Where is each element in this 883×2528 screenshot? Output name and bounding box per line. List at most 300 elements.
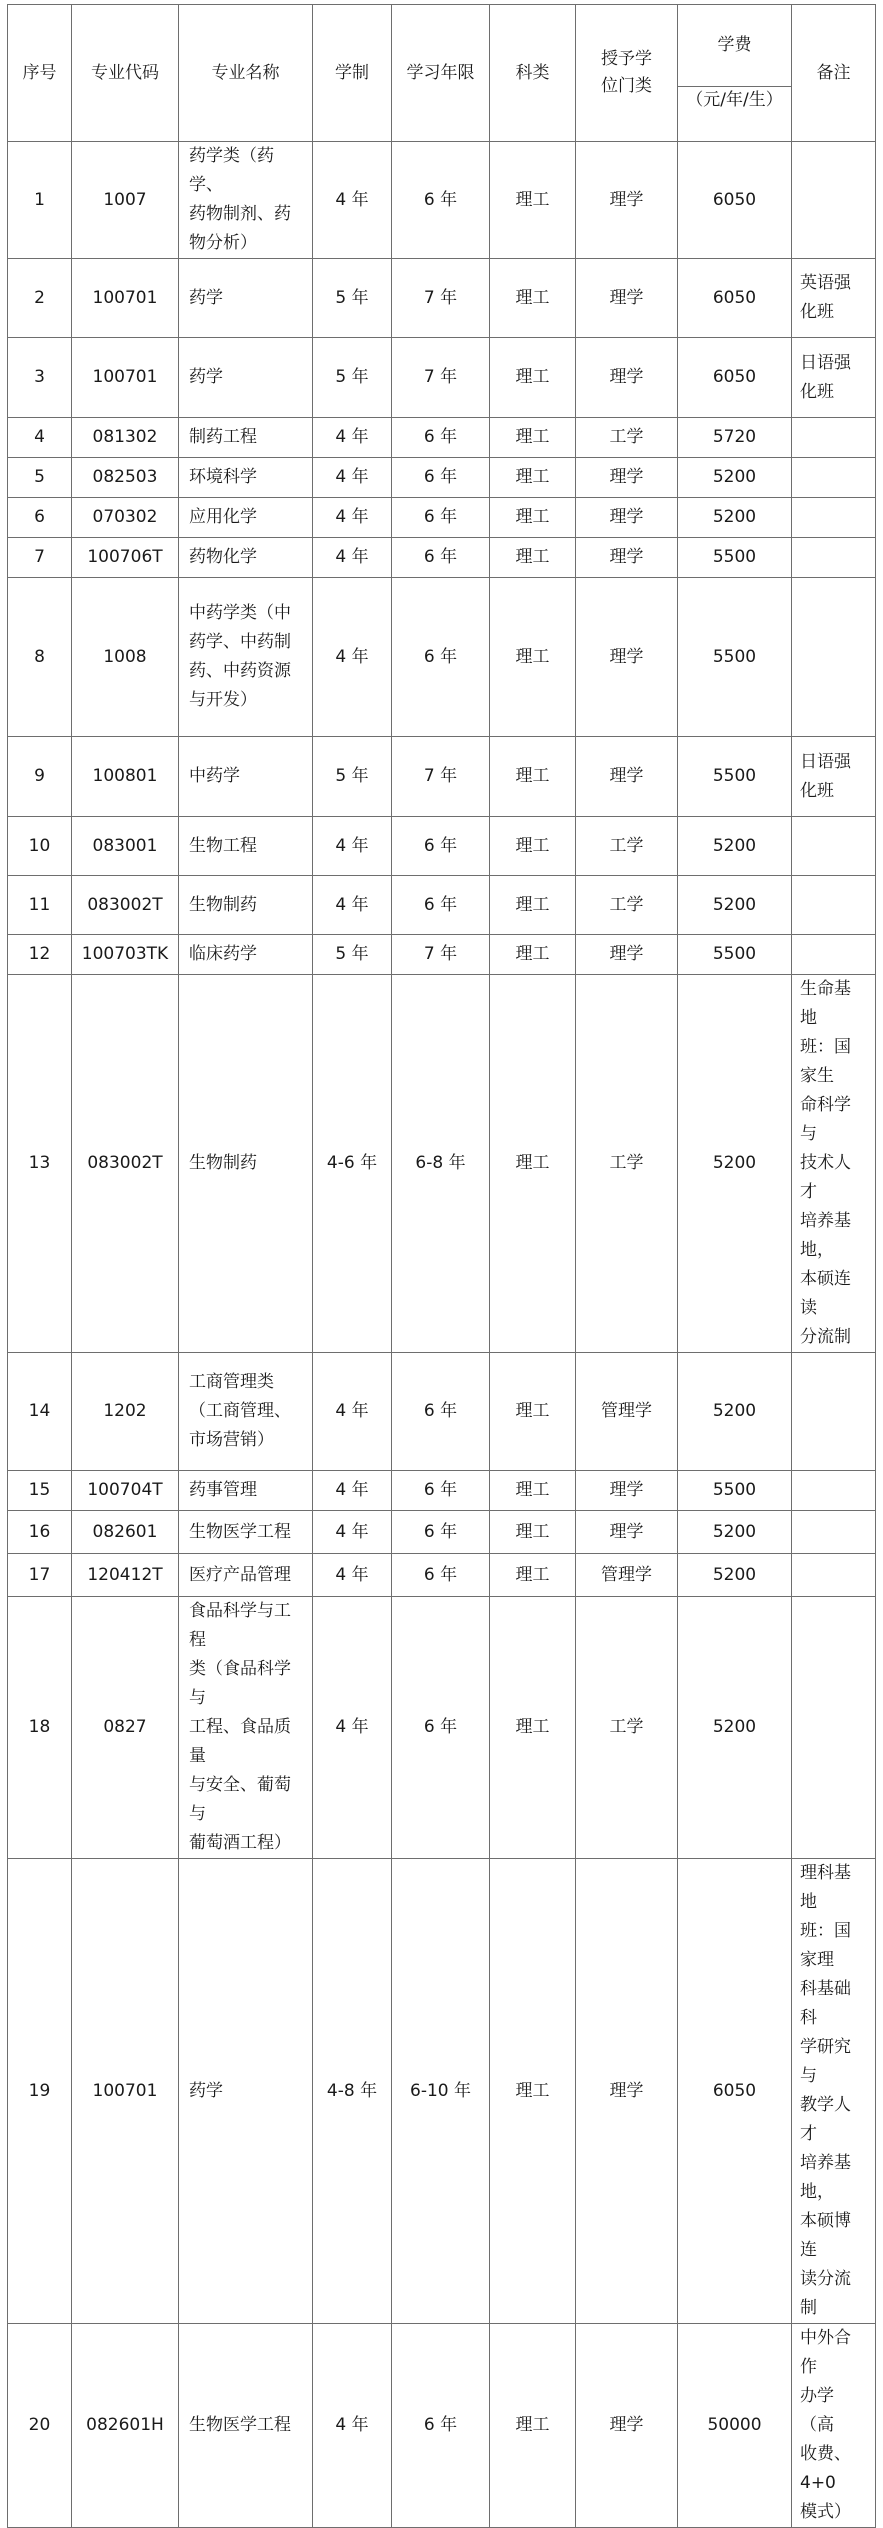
cell-system-text: 4 年	[335, 1564, 369, 1585]
cell-category-text: 理工	[515, 467, 550, 487]
header-degree	[576, 5, 678, 142]
cell-code	[72, 935, 179, 975]
cell-years-text: 7 年	[423, 766, 458, 786]
cell-fee-text: 5200	[712, 1153, 757, 1173]
cell-code	[72, 338, 179, 418]
cell-seq	[8, 1471, 72, 1511]
cell-degree-text: 管理学	[601, 1401, 652, 1421]
header-row	[8, 5, 876, 142]
cell-category-text: 理工	[515, 1717, 550, 1737]
cell-category-text: 理工	[515, 507, 550, 527]
cell-system	[313, 876, 392, 935]
header-category: 科类	[490, 5, 576, 142]
cell-code	[72, 1597, 179, 1859]
cell-note	[792, 578, 876, 737]
cell-fee	[678, 935, 792, 975]
cell-name	[179, 2324, 313, 2528]
cell-fee-text: 6050	[712, 2080, 757, 2101]
cell-degree-text: 理学	[609, 766, 644, 786]
header-seq: 序号	[8, 5, 72, 142]
cell-system	[313, 1471, 392, 1511]
cell-category	[490, 876, 576, 935]
cell-years-text: 6 年	[423, 894, 458, 915]
cell-fee	[678, 418, 792, 458]
cell-name	[179, 538, 313, 578]
cell-seq	[8, 538, 72, 578]
cell-years-text: 6 年	[423, 467, 458, 487]
cell-years-text: 6 年	[423, 547, 458, 567]
cell-name-text: 中药学类（中 药学、中药制 药、中药资源 与开发）	[189, 603, 291, 710]
cell-code-text: 081302	[92, 427, 158, 447]
cell-system	[313, 975, 392, 1353]
cell-years-text: 6 年	[423, 2415, 458, 2435]
cell-name-text: 工商管理类 （工商管理、 市场营销）	[189, 1372, 291, 1450]
cell-code-text: 100704T	[87, 1480, 163, 1500]
cell-category	[490, 538, 576, 578]
cell-years-text: 7 年	[423, 944, 458, 964]
table-row	[8, 1554, 876, 1597]
table-body	[8, 142, 876, 2528]
cell-years	[392, 2324, 490, 2528]
cell-category	[490, 1554, 576, 1597]
cell-years	[392, 935, 490, 975]
cell-note	[792, 737, 876, 817]
cell-years	[392, 259, 490, 338]
cell-fee	[678, 338, 792, 418]
cell-years	[392, 538, 490, 578]
cell-fee-text: 5200	[712, 1521, 757, 1542]
cell-note	[792, 142, 876, 259]
cell-degree	[576, 876, 678, 935]
cell-note	[792, 876, 876, 935]
cell-code	[72, 1859, 179, 2324]
cell-years	[392, 142, 490, 259]
cell-degree	[576, 737, 678, 817]
cell-code-text: 100701	[92, 287, 158, 308]
cell-seq	[8, 975, 72, 1353]
cell-years	[392, 578, 490, 737]
cell-degree	[576, 975, 678, 1353]
cell-degree-text: 理学	[609, 189, 644, 210]
cell-fee	[678, 1597, 792, 1859]
cell-fee	[678, 538, 792, 578]
cell-degree-text: 工学	[609, 1717, 644, 1737]
cell-system-text: 5 年	[335, 287, 369, 308]
cell-code-text: 0827	[103, 1717, 147, 1737]
cell-category-text: 理工	[515, 835, 550, 856]
cell-degree	[576, 418, 678, 458]
cell-note	[792, 1353, 876, 1471]
cell-code	[72, 578, 179, 737]
cell-category	[490, 817, 576, 876]
cell-degree-text: 理学	[609, 547, 644, 567]
cell-seq-text: 10	[28, 835, 51, 856]
cell-category-text: 理工	[515, 944, 550, 964]
cell-fee	[678, 1471, 792, 1511]
cell-note	[792, 817, 876, 876]
cell-years-text: 6 年	[423, 1717, 458, 1737]
cell-system-text: 5 年	[335, 367, 369, 387]
cell-system-text: 4 年	[335, 427, 369, 447]
cell-name	[179, 142, 313, 259]
cell-seq	[8, 935, 72, 975]
cell-system	[313, 1597, 392, 1859]
cell-system	[313, 498, 392, 538]
cell-code	[72, 2324, 179, 2528]
cell-system	[313, 578, 392, 737]
table-row	[8, 935, 876, 975]
cell-fee-text: 5200	[712, 894, 757, 915]
cell-system	[313, 817, 392, 876]
table-row	[8, 142, 876, 259]
cell-name	[179, 817, 313, 876]
cell-seq-text: 9	[34, 766, 45, 786]
cell-note-text: 中外合作 办学（高 收费、4+0 模式）	[800, 2328, 851, 2522]
cell-years	[392, 817, 490, 876]
cell-code-text: 100801	[92, 766, 158, 786]
cell-seq	[8, 1511, 72, 1554]
cell-fee	[678, 498, 792, 538]
cell-code-text: 082601H	[86, 2415, 164, 2435]
cell-degree	[576, 259, 678, 338]
cell-seq-text: 16	[28, 1521, 51, 1542]
cell-degree-text: 理学	[609, 287, 644, 308]
cell-degree-text: 理学	[609, 2415, 644, 2435]
header-code: 专业代码	[72, 5, 179, 142]
cell-category-text: 理工	[515, 766, 550, 786]
cell-category-text: 理工	[515, 894, 550, 915]
cell-name-text: 中药学	[189, 766, 240, 786]
cell-system-text: 4 年	[335, 835, 369, 856]
cell-category	[490, 498, 576, 538]
cell-seq-text: 5	[34, 467, 45, 487]
cell-fee	[678, 1353, 792, 1471]
table-row	[8, 1597, 876, 1859]
cell-name	[179, 1471, 313, 1511]
cell-category	[490, 1471, 576, 1511]
cell-name-text: 食品科学与工程 类（食品科学与 工程、食品质量 与安全、葡萄与 葡萄酒工程）	[189, 1601, 291, 1853]
cell-code	[72, 418, 179, 458]
cell-years-text: 7 年	[423, 367, 458, 387]
cell-note-text: 日语强 化班	[800, 751, 851, 801]
cell-note	[792, 418, 876, 458]
cell-degree	[576, 538, 678, 578]
cell-system	[313, 418, 392, 458]
cell-code	[72, 817, 179, 876]
cell-system-text: 4 年	[335, 1717, 369, 1737]
cell-degree	[576, 578, 678, 737]
cell-years	[392, 338, 490, 418]
cell-degree-text: 理学	[609, 646, 644, 667]
cell-note	[792, 498, 876, 538]
cell-category-text: 理工	[515, 1564, 550, 1585]
cell-years-text: 6-10 年	[410, 2080, 471, 2101]
cell-years	[392, 1511, 490, 1554]
cell-code	[72, 538, 179, 578]
cell-degree	[576, 1511, 678, 1554]
cell-years-text: 6 年	[423, 427, 458, 447]
table-row	[8, 817, 876, 876]
table-row	[8, 876, 876, 935]
cell-name-text: 生物医学工程	[189, 2415, 291, 2435]
cell-category-text: 理工	[515, 547, 550, 567]
cell-note	[792, 1859, 876, 2324]
cell-degree-text: 理学	[609, 944, 644, 964]
table-header	[8, 5, 876, 142]
cell-category-text: 理工	[515, 367, 550, 387]
cell-fee-text: 5200	[712, 507, 757, 527]
cell-code	[72, 737, 179, 817]
header-degree-text: 授予学 位门类	[601, 49, 652, 96]
table-row	[8, 418, 876, 458]
cell-category-text: 理工	[515, 287, 550, 308]
cell-code-text: 082503	[92, 467, 158, 487]
cell-degree-text: 理学	[609, 1521, 644, 1542]
table-row	[8, 338, 876, 418]
cell-name-text: 生物制药	[189, 894, 257, 915]
cell-fee-text: 5720	[712, 427, 757, 447]
cell-note	[792, 2324, 876, 2528]
cell-category	[490, 975, 576, 1353]
cell-seq-text: 18	[28, 1717, 51, 1737]
cell-seq	[8, 817, 72, 876]
cell-fee-text: 5200	[712, 1717, 757, 1737]
cell-seq-text: 12	[28, 944, 51, 964]
cell-name-text: 生物工程	[189, 835, 257, 856]
major-fee-table	[7, 4, 876, 2528]
cell-system-text: 4 年	[335, 1480, 369, 1500]
cell-system-text: 4 年	[335, 547, 369, 567]
cell-code-text: 100701	[92, 367, 158, 387]
cell-fee-text: 6050	[712, 287, 757, 308]
cell-seq	[8, 578, 72, 737]
cell-name-text: 临床药学	[189, 944, 257, 964]
cell-code-text: 100703TK	[81, 944, 169, 964]
table-row	[8, 1511, 876, 1554]
cell-code	[72, 1471, 179, 1511]
cell-fee	[678, 259, 792, 338]
cell-name	[179, 1353, 313, 1471]
table-row	[8, 458, 876, 498]
cell-category	[490, 737, 576, 817]
cell-code-text: 1202	[103, 1401, 147, 1421]
header-years: 学习年限	[392, 5, 490, 142]
cell-fee	[678, 737, 792, 817]
cell-degree-text: 理学	[609, 1480, 644, 1500]
cell-degree	[576, 1554, 678, 1597]
cell-fee-text: 5500	[712, 646, 757, 667]
cell-system-text: 4 年	[335, 2415, 369, 2435]
cell-seq	[8, 259, 72, 338]
cell-fee-text: 5200	[712, 835, 757, 856]
cell-system-text: 4-8 年	[326, 2080, 378, 2101]
cell-seq-text: 7	[34, 547, 45, 567]
cell-years-text: 6 年	[423, 507, 458, 527]
cell-seq	[8, 2324, 72, 2528]
cell-note-text: 日语强 化班	[800, 352, 851, 402]
cell-seq	[8, 142, 72, 259]
cell-category	[490, 418, 576, 458]
cell-system-text: 5 年	[335, 944, 369, 964]
cell-years-text: 6 年	[423, 835, 458, 856]
cell-seq-text: 2	[34, 287, 45, 308]
cell-seq-text: 19	[28, 2080, 51, 2101]
cell-degree-text: 管理学	[601, 1564, 652, 1585]
cell-fee	[678, 876, 792, 935]
table-row	[8, 259, 876, 338]
cell-system	[313, 458, 392, 498]
cell-category-text: 理工	[515, 2415, 550, 2435]
cell-code	[72, 142, 179, 259]
cell-name	[179, 498, 313, 538]
cell-note	[792, 935, 876, 975]
cell-degree	[576, 2324, 678, 2528]
cell-fee	[678, 817, 792, 876]
cell-note-text: 理科基地 班：国家理 科基础科 学研究与 教学人才 培养基地， 本硕博连 读分流制	[800, 1863, 851, 2318]
cell-degree	[576, 498, 678, 538]
cell-years	[392, 737, 490, 817]
cell-category	[490, 2324, 576, 2528]
cell-system-text: 4 年	[335, 507, 369, 527]
cell-name	[179, 975, 313, 1353]
cell-system	[313, 2324, 392, 2528]
cell-name	[179, 1859, 313, 2324]
cell-seq-text: 8	[34, 646, 45, 667]
cell-fee	[678, 2324, 792, 2528]
cell-system-text: 4 年	[335, 189, 369, 210]
cell-system	[313, 1859, 392, 2324]
cell-seq	[8, 498, 72, 538]
cell-name	[179, 458, 313, 498]
major-fee-table-container	[7, 4, 876, 2528]
cell-degree	[576, 1471, 678, 1511]
header-fee-title: 学费	[717, 35, 752, 55]
cell-years	[392, 975, 490, 1353]
table-row	[8, 737, 876, 817]
cell-seq	[8, 418, 72, 458]
cell-name	[179, 1597, 313, 1859]
table-row	[8, 578, 876, 737]
cell-degree-text: 工学	[609, 427, 644, 447]
cell-fee	[678, 142, 792, 259]
cell-name-text: 生物制药	[189, 1153, 257, 1173]
cell-degree-text: 理学	[609, 2080, 644, 2101]
cell-name	[179, 1511, 313, 1554]
cell-fee	[678, 1511, 792, 1554]
cell-fee	[678, 1554, 792, 1597]
cell-note	[792, 1471, 876, 1511]
cell-category-text: 理工	[515, 1153, 550, 1173]
cell-degree	[576, 142, 678, 259]
header-system: 学制	[313, 5, 392, 142]
cell-category-text: 理工	[515, 427, 550, 447]
cell-name-text: 药物化学	[189, 547, 257, 567]
cell-seq	[8, 1859, 72, 2324]
cell-years	[392, 498, 490, 538]
cell-name-text: 药事管理	[189, 1480, 257, 1500]
cell-system-text: 4 年	[335, 1521, 369, 1542]
cell-seq	[8, 338, 72, 418]
cell-name	[179, 935, 313, 975]
cell-name-text: 生物医学工程	[189, 1521, 291, 1542]
cell-code	[72, 1353, 179, 1471]
cell-fee	[678, 578, 792, 737]
cell-years	[392, 1471, 490, 1511]
cell-code-text: 1007	[103, 189, 147, 210]
cell-seq	[8, 876, 72, 935]
cell-degree-text: 工学	[609, 1153, 644, 1173]
cell-fee-text: 6050	[712, 367, 757, 387]
cell-fee	[678, 1859, 792, 2324]
cell-degree-text: 理学	[609, 507, 644, 527]
cell-note	[792, 1597, 876, 1859]
cell-code-text: 100701	[92, 2080, 158, 2101]
cell-system-text: 4 年	[335, 894, 369, 915]
cell-category	[490, 142, 576, 259]
cell-years-text: 6 年	[423, 1480, 458, 1500]
cell-seq	[8, 1353, 72, 1471]
cell-degree	[576, 1859, 678, 2324]
cell-note	[792, 1554, 876, 1597]
cell-category-text: 理工	[515, 1480, 550, 1500]
cell-system-text: 4 年	[335, 1401, 369, 1421]
cell-system-text: 4 年	[335, 467, 369, 487]
cell-degree	[576, 458, 678, 498]
cell-fee-text: 5200	[712, 1564, 757, 1585]
cell-degree	[576, 935, 678, 975]
cell-category	[490, 259, 576, 338]
cell-degree-text: 理学	[609, 367, 644, 387]
cell-name-text: 应用化学	[189, 507, 257, 527]
cell-years	[392, 1554, 490, 1597]
cell-fee-text: 6050	[712, 189, 757, 210]
header-note: 备注	[792, 5, 876, 142]
cell-code-text: 083001	[92, 835, 158, 856]
cell-fee-text: 50000	[707, 2415, 762, 2435]
cell-degree	[576, 1353, 678, 1471]
cell-seq	[8, 1597, 72, 1859]
cell-years	[392, 418, 490, 458]
cell-category	[490, 1353, 576, 1471]
cell-name-text: 制药工程	[189, 427, 257, 447]
cell-name-text: 环境科学	[189, 467, 257, 487]
cell-category	[490, 1597, 576, 1859]
cell-name	[179, 578, 313, 737]
cell-name-text: 药学类（药学、 药物制剂、药 物分析）	[189, 146, 291, 253]
cell-seq-text: 13	[28, 1153, 51, 1173]
cell-seq-text: 4	[34, 427, 45, 447]
cell-name	[179, 737, 313, 817]
cell-degree-text: 工学	[609, 894, 644, 915]
cell-code	[72, 259, 179, 338]
cell-note	[792, 1511, 876, 1554]
cell-fee-text: 5200	[712, 1401, 757, 1421]
cell-years-text: 6 年	[423, 1401, 458, 1421]
cell-category-text: 理工	[515, 646, 550, 667]
cell-seq-text: 6	[34, 507, 45, 527]
cell-code	[72, 1511, 179, 1554]
cell-name	[179, 876, 313, 935]
cell-code	[72, 975, 179, 1353]
cell-category	[490, 458, 576, 498]
cell-system-text: 4 年	[335, 646, 369, 667]
cell-years-text: 7 年	[423, 287, 458, 308]
cell-name-text: 药学	[189, 367, 223, 387]
cell-name	[179, 338, 313, 418]
cell-system	[313, 737, 392, 817]
cell-system	[313, 538, 392, 578]
cell-code-text: 070302	[92, 507, 158, 527]
